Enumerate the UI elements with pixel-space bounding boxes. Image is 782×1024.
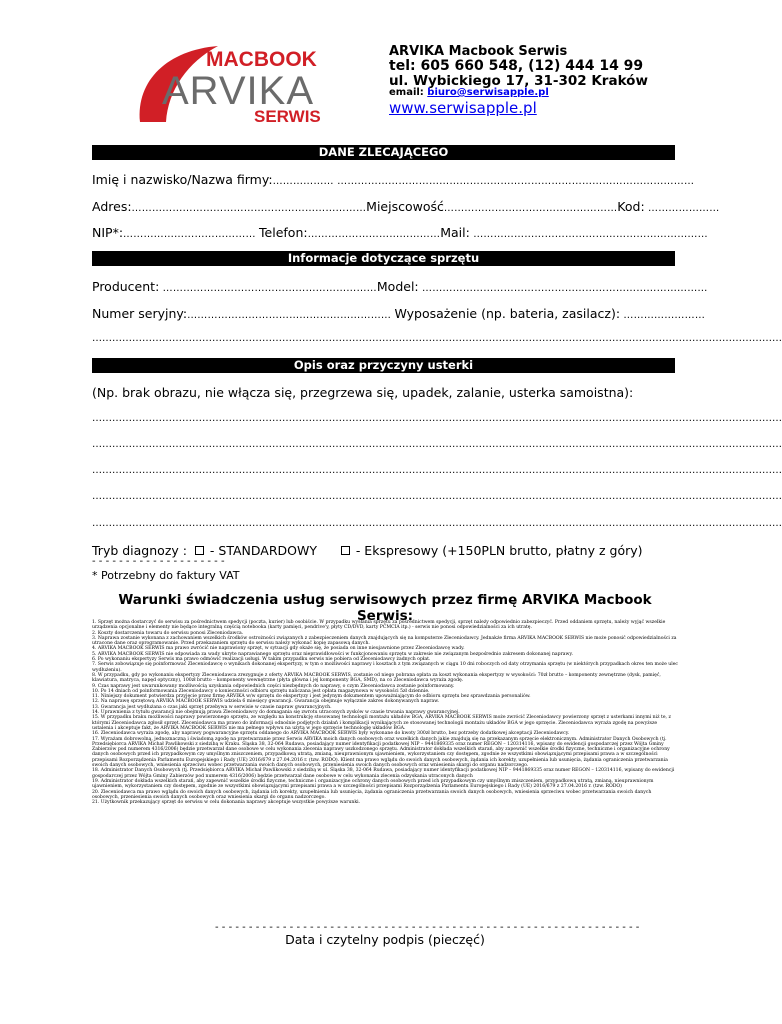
company-address: ul. Wybickiego 17, 31-302 Kraków	[389, 73, 648, 89]
terms-item: 7. Serwis zobowiązuje się poinformować Zleceniodawcę o wynikach dokonanej ekspertyzy, w tym o możliwości naprawy i kosztach z tym związanych w ciągu 10 dni roboczych od daty otrzymania sprzętu (w niektórych przypadkach okres ten może ulec wydłużeniu).	[92, 662, 678, 673]
accessories-field[interactable]: ……………………	[620, 310, 706, 321]
terms-item: 21. Użytkownik przekazujący sprzęt do serwisu w celu dokonania naprawy akceptuje wszystkie powyższe warunki.	[92, 800, 361, 806]
logo-top-text: MACBOOK	[206, 48, 317, 71]
nip-row	[92, 225, 708, 240]
accessories-label: Wyposażenie (np. bateria, zasilacz):	[394, 306, 621, 321]
section-client-header: DANE ZLECAJĄCEGO	[92, 145, 675, 160]
serial-field[interactable]: ……………………………………………………	[187, 310, 395, 321]
signature-label: Data i czytelny podpis (pieczęć)	[285, 932, 485, 947]
mode-separator: - - - - - - - - - - - - - - - - - - - -	[92, 556, 225, 567]
terms-item: 6. Po wykonaniu ekspertyzy Serwis ma prawo odmówić realizacji usługi. W takim przypadku serwis nie pobiera od Zleceniodawcy żadnych opłat.	[92, 657, 431, 663]
terms-item: 9. Czas naprawy jest uwarunkowany możliwością uzyskania odpowiednich części niezbędnych do naprawy, o czym Zleceniodawca zostanie poinformowany.	[92, 683, 455, 689]
name-label: Imię i nazwisko/Nazwa firmy:	[92, 172, 273, 187]
section-fault-header: Opis oraz przyczyny usterki	[92, 358, 675, 373]
mode-label: Tryb diagnozy :	[92, 543, 187, 558]
terms-item: 5. ARVIKA MACBOOK SERWIS nie odpowiada za wady ukryte naprawianego sprzętu oraz nieprawidłowości w funkcjonowaniu sprzętu w zakresie nie związanym bezpośrednio zakresem dokonanej naprawy.	[92, 651, 573, 657]
serial-label: Numer seryjny:	[92, 306, 188, 321]
terms-item: 18. Administrator Danych Osobowych (tj. Przedsiębiorca ARVIKA Michał Pawlikowski z siedzibą w ul. Śląska 38, 32-064 Rudawa, posiadający numer identyfikacji podatkowej NIP – 9441869335 oraz numer REGON – 120314116, wpisany do ewidencji gospodarczej przez Wójta Gminy Zabierzów pod numerem 4316/2006) będzie przetwarzał dane osobowe w celu wykonania zlecenia odzyskania utraconych danych	[92, 768, 675, 779]
terms-item: 10. Po 14 dniach od poinformowania Zleceniodawcy o konieczności odbioru sprzętu naliczana jest opłata magazynowa w wysokości 5zł dziennie.	[92, 688, 430, 694]
terms-item: 19. Administrator dokłada wszelkich starań, aby zapewnić wszelkie środki fizyczne, techniczne i organizacyjne ochrony danych osobowych przed ich przypadkowym czy umyślnym zniszczeniem, przypadkową utratą, zmianą, nieuprawnionym ujawnieniem, wykorzystaniem czy dostępem, zgodnie ze wszystkimi obowiązującymi przepisami prawa a w szczególności przepisami Rozporządzenia Parlamentu Europejskiego i Rady (UE) 2016/679 z 27.04.2016 r. (tzw. RODO)	[92, 778, 654, 790]
address-field[interactable]: ……………………………………………………………	[131, 203, 367, 214]
fault-hint: (Np. brak obrazu, nie włącza się, przegrzewa się, upadek, zalanie, usterka samoistna):	[92, 385, 634, 400]
signature-line[interactable]: - - - - - - - - - - - - - - - - - - - - - - - - - - - - - - - - - - - - - - - - - - - - - - - - - - - - - - - - - - - - - - -	[215, 922, 640, 933]
terms-item: 8. W przypadku, gdy po wykonaniu ekspertyzy Zleceniodawca zrezygnuje z oferty ARVIKA MACBOOK SERWIS, zostanie od niego pobrana opłata za koszt wykonania ekspertyzy w wysokości: 70zł brutto – komponenty zewnętrzne (dysk, pamięć, klawiatura, matryca, napęd optyczny), 100zł brutto – komponenty wewnętrzne (płyta główna i jej komponenty BGA, SMD), na co Zleceniodawca wyraża zgodę.	[92, 672, 661, 684]
terms-item: 16. Zleceniodawca wyraża zgodę, aby naprawy pogwarancyjne sprzętu oddanego do ARVIKA MACBOOK SERWIS były wykonane do kwoty 300zł brutto, bez potrzeby dodatkowej akceptacji Zleceniodawcy.	[92, 731, 570, 737]
terms-title: Warunki świadczenia usług serwisowych przez firmę ARVIKA Macbook Serwis:	[118, 592, 652, 624]
city-field[interactable]: ……………………………………………	[443, 203, 618, 214]
postcode-field[interactable]: …………………	[644, 203, 720, 214]
mail-field[interactable]: ……………………………………………………………	[469, 229, 708, 240]
standard-checkbox[interactable]	[195, 546, 204, 555]
logo-bottom-text: SERWIS	[254, 107, 321, 126]
serial-row	[92, 306, 706, 321]
name-field[interactable]: ……………… ……………………………………………………………………………………………	[272, 176, 695, 187]
producer-row	[92, 279, 708, 294]
express-checkbox[interactable]	[341, 546, 350, 555]
name-row	[92, 172, 695, 187]
website-link[interactable]: www.serwisapple.pl	[389, 99, 537, 117]
fault-line[interactable]: ………………………………………………………………………………………………………………………………………………………………………………………	[92, 465, 782, 476]
nip-field[interactable]: …………………………………	[123, 229, 260, 240]
company-phone: tel: 605 660 548, (12) 444 14 99	[389, 58, 644, 74]
express-option: - Ekspresowy (+150PLN brutto, płatny z góry)	[355, 543, 643, 558]
terms-item: 17. Wyrażam dobrowolną, jednoznaczną i świadomą zgodę na przetwarzanie przez Serwis ARVIKA moich danych osobowych oraz wszelkich danych jakie znajdują się na przekazanym sprzęcie elektronicznym. Administrator Danych Osobowych (tj. Przedsiębiorca ARVIKA Michał Pawlikowski z siedzibą w Kraku. Śląska 38, 32-064 Rudawa, posiadający numer identyfikacji podatkowej NIP – 9441869335 oraz numer REGON – 120314116, wpisany do ewidencji gospodarczej przez Wójta Gminy Zabierzów pod numerem 4316/2006) będzie przetwarzał dane osobowe w celu wykonania zlecenia naprawy uszkodzonego sprzętu. Administrator dokłada wszelkich starań, aby zapewnić wszelkie środki fizyczne, techniczne i organizacyjne ochrony danych osobowych przed ich przypadkowym czy umyślnym zniszczeniem, przypadkową utratą, zmianą, nieuprawnionym ujawnieniem, wykorzystaniem czy dostępem, zgodnie ze wszystkimi obowiązującymi przepisami prawa a w szczególności przepisami Rozporządzenia Parlamentu Europejskiego i Rady (UE) 2016/679 z 27.04.2016 r. (tzw. RODO). Klient ma prawo wglądu do swoich danych osobowych, żądania ich korekty, uzupełnienia lub usunięcia, żądania ograniczenia przetwarzania swoich danych osobowych, wniesienia sprzeciwu wobec przetwarzania swoich danych osobowych, przeniesienia swoich danych osobowych oraz wniesienia skargi do organu nadzorczego.	[92, 736, 670, 769]
fault-line[interactable]: ………………………………………………………………………………………………………………………………………………………………………………………	[92, 491, 782, 502]
phone-label: Telefon:	[259, 225, 308, 240]
terms-item: 4. ARVIKA MACBOOK SERWIS ma prawo zwrócić nie naprawiony sprzęt, w sytuacji gdy okaże się, że posiada on inne nieujawnione przez Zleceniodawcę wady.	[92, 646, 465, 652]
city-label: Miejscowość	[366, 199, 444, 214]
vat-footnote: * Potrzebny do faktury VAT	[92, 569, 240, 582]
company-name: ARVIKA Macbook Serwis	[389, 44, 568, 59]
terms-item: 13. Gwarancja jest wydłużana o czas jaki sprzęt przebywa w serwisie w czasie napraw gwarancyjnych.	[92, 704, 332, 710]
model-field[interactable]: …………………………………………………………………………	[418, 283, 708, 294]
terms-item: 1. Sprzęt można dostarczyć do serwisu za pośrednictwem spedycji (poczta, kurier) lub osobiście. W przypadku wysłania sprzętu za pośrednictwem spedycji, sprzęt należy odpowiednio zabezpieczyć. Przed oddaniem sprzętu, należy wyjąć wszelkie urządzenia opcjonalne i elementy nie będące integralną częścią notebooka (karty pamięci, pendrive'y, płyty CD/DVD, karty PCMCIA itp.) - serwis nie ponosi odpowiedzialności za ich utratę.	[92, 620, 666, 631]
producer-label: Producent:	[92, 279, 160, 294]
phone-field[interactable]: …………………………………	[307, 229, 441, 240]
email-label: email:	[389, 87, 428, 98]
terms-item: 11. Niniejszy dokument potwierdza przyjęcie przez firmę ARVIKA w/w sprzętu do ekspertyzy i jest jedynym dokumentem upoważniającym do odbioru sprzętu bez sprawdzania personaliów.	[92, 694, 531, 700]
section-equipment-header: Informacje dotyczące sprzętu	[92, 251, 675, 266]
fault-line[interactable]: ………………………………………………………………………………………………………………………………………………………………………………………	[92, 518, 782, 529]
address-row	[92, 199, 720, 214]
terms-list	[92, 620, 678, 805]
email-link[interactable]: biuro@serwisapple.pl	[427, 87, 549, 98]
terms-item: 2. Koszty dostarczenia towaru do serwisu ponosi Zleceniodawca.	[92, 630, 244, 636]
standard-option: - STANDARDOWY	[209, 543, 317, 558]
fault-line[interactable]: ………………………………………………………………………………………………………………………………………………………………………………………	[92, 413, 782, 424]
postcode-label: Kod:	[617, 199, 645, 214]
terms-item: 14. Uprawnienia z tytułu gwarancji nie obejmują prawa Zleceniodawcy do domagania się zwrotu utraconych zysków w czasie trwania naprawy gwarancyjnej.	[92, 710, 460, 716]
terms-item: 12. Na naprawę sprzętową ARVIKA MACBOOK SERWIS udziela 6 miesięcy gwarancji. Gwarancja obejmuje wyłącznie zakres dokonywanych napraw.	[92, 699, 440, 705]
logo-main-text: ARVIKA	[162, 69, 314, 113]
arvika-logo	[128, 40, 344, 128]
producer-field[interactable]: ………………………………………………………	[159, 283, 377, 294]
nip-label: NIP*:	[92, 225, 124, 240]
terms-item: 20. Zleceniodawca ma prawo wglądu do swoich danych osobowych, żądania ich korekty, uzupełnienia lub usunięcia, żądania ograniczenia przetwarzania swoich danych osobowych, wniesienia sprzeciwu wobec przetwarzania swoich danych osobowych, przeniesienia swoich danych osobowych oraz wniesienia skargi do organu nadzorczego.	[92, 789, 652, 800]
terms-item: 3. Naprawa zostanie wykonana z zachowaniem wszelkich środków ostrożności związanych z zabezpieczeniem danych znajdujących się na komputerze Zleceniodawcy. Jednakże firma ARVIKA MACBOOK SERWIS nie może ponosić odpowiedzialności za utracone dane oraz oprogramowanie. Przed przekazaniem sprzętu do serwisu należy wykonać kopię zapasową danych.	[92, 635, 677, 647]
address-label: Adres:	[92, 199, 132, 214]
terms-item: 15. W przypadku braku możliwości naprawy powierzonego sprzętu, ze względu na konstrukcję stosowanej technologii montażu układów BGA, ARVIKA MACBOOK SERWIS może zwrócić Zleceniodawcy powierzony sprzęt z usterkami innymi niż te, z którymi Zleceniodawca zgłosił sprzęt. Zleceniodawca ma prawo do informacji odnośnie podjętych działań i komplikacji wynikających ze stosowanej technologii montażu układów BGA w jego sprzęcie. Zleceniodawca wyraża zgodę na powyższe ustalenia i akceptuje fakt, że ARVIKA MACBOOK SERWIS nie ma pełnego wpływu na użytą w jego sprzęcie technologię układów BGA.	[92, 715, 671, 731]
mail-label: Mail:	[440, 225, 470, 240]
email-line	[389, 87, 549, 98]
equipment-extra-line[interactable]: ………………………………………………………………………………………………………………………………………………………………………………………	[92, 333, 782, 344]
model-label: Model:	[376, 279, 419, 294]
fault-line[interactable]: ………………………………………………………………………………………………………………………………………………………………………………………	[92, 439, 782, 450]
